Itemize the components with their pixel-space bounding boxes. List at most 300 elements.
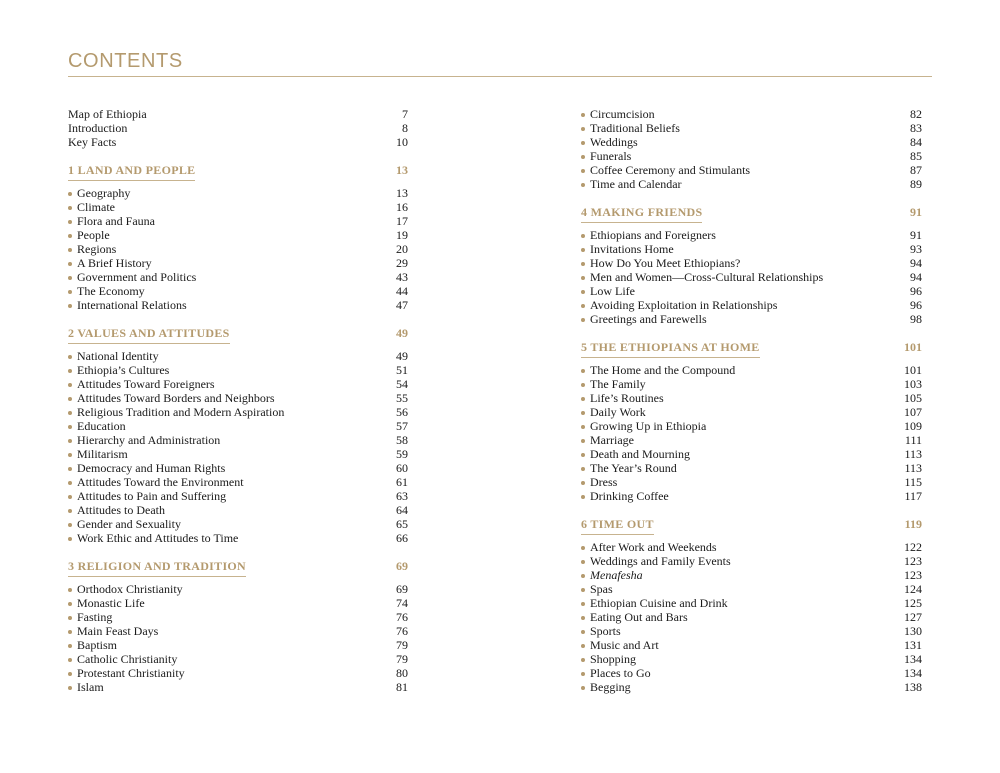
toc-entry-text: People [77, 228, 110, 242]
toc-left-column [68, 107, 408, 694]
toc-entry[interactable] [581, 596, 922, 610]
bullet-icon [581, 169, 585, 173]
toc-entry-page: 10 [396, 135, 408, 149]
toc-entry-label [68, 596, 145, 610]
bullet-icon [68, 304, 72, 308]
toc-entry-label [581, 568, 643, 582]
toc-entry-page: 98 [910, 312, 922, 326]
toc-entry-page: 7 [402, 107, 408, 121]
toc-entry-text: Flora and Fauna [77, 214, 155, 228]
toc-entry-label [68, 200, 115, 214]
toc-entry-text: Traditional Beliefs [590, 121, 680, 135]
toc-entry[interactable] [68, 349, 408, 363]
toc-entry[interactable] [68, 405, 408, 419]
toc-entry[interactable] [68, 582, 408, 596]
page-title: CONTENTS [68, 50, 183, 72]
toc-entry-text: Circumcision [590, 107, 655, 121]
bullet-icon [68, 630, 72, 634]
toc-entry-text: Weddings [590, 135, 638, 149]
toc-entry-label [581, 135, 638, 149]
toc-entry-page: 69 [396, 582, 408, 596]
toc-entry-text: The Family [590, 377, 646, 391]
section-gap [581, 326, 922, 340]
toc-entry-page: 84 [910, 135, 922, 149]
toc-entry[interactable] [68, 391, 408, 405]
toc-entry-label [581, 298, 777, 312]
bullet-icon [68, 495, 72, 499]
toc-entry-text: Music and Art [590, 638, 659, 652]
toc-entry-label [581, 163, 750, 177]
bullet-icon [68, 369, 72, 373]
toc-entry-page: 134 [904, 666, 922, 680]
toc-entry-page: 117 [904, 489, 922, 503]
toc-entry-label [68, 228, 110, 242]
toc-entry[interactable] [581, 680, 922, 694]
toc-entry[interactable] [68, 596, 408, 610]
bullet-icon [581, 467, 585, 471]
toc-entry-page: 85 [910, 149, 922, 163]
toc-entry-label [68, 419, 126, 433]
toc-entry-page: 29 [396, 256, 408, 270]
toc-entry[interactable] [581, 638, 922, 652]
toc-entry-text: Catholic Christianity [77, 652, 178, 666]
chapter-page: 119 [904, 517, 922, 531]
toc-entry[interactable] [68, 377, 408, 391]
bullet-icon [68, 467, 72, 471]
toc-entry-label [68, 531, 238, 545]
chapter-page: 91 [910, 205, 922, 219]
toc-entry[interactable] [68, 214, 408, 228]
toc-entry-label [68, 186, 130, 200]
toc-entry[interactable] [581, 433, 922, 447]
toc-entry[interactable] [581, 107, 922, 121]
bullet-icon [68, 644, 72, 648]
toc-entry-label [68, 680, 104, 694]
toc-entry-text: Gender and Sexuality [77, 517, 181, 531]
bullet-icon [68, 537, 72, 541]
toc-entry-text: Eating Out and Bars [590, 610, 688, 624]
toc-entry[interactable] [68, 242, 408, 256]
toc-entry-page: 54 [396, 377, 408, 391]
toc-entry-text: Life’s Routines [590, 391, 664, 405]
bullet-icon [581, 686, 585, 690]
toc-entry-page: 79 [396, 638, 408, 652]
toc-entry-page: 59 [396, 447, 408, 461]
toc-entry[interactable] [581, 284, 922, 298]
bullet-icon [581, 411, 585, 415]
toc-entry[interactable] [581, 149, 922, 163]
bullet-icon [68, 248, 72, 252]
toc-entry-page: 8 [402, 121, 408, 135]
toc-entry[interactable] [581, 242, 922, 256]
chapter-page: 69 [396, 559, 408, 573]
bullet-icon [581, 672, 585, 676]
toc-entry-label [581, 475, 617, 489]
toc-entry-page: 20 [396, 242, 408, 256]
toc-entry[interactable] [581, 270, 922, 284]
toc-entry-text: Climate [77, 200, 115, 214]
toc-entry-text: Islam [77, 680, 104, 694]
bullet-icon [581, 425, 585, 429]
toc-entry-page: 16 [396, 200, 408, 214]
toc-entry[interactable] [68, 503, 408, 517]
section-gap [68, 545, 408, 559]
toc-entry-text: Education [77, 419, 126, 433]
bullet-icon [68, 602, 72, 606]
bullet-icon [581, 155, 585, 159]
toc-entry-text: How Do You Meet Ethiopians? [590, 256, 741, 270]
toc-entry-page: 76 [396, 624, 408, 638]
bullet-icon [68, 383, 72, 387]
toc-entry-text: Work Ethic and Attitudes to Time [77, 531, 239, 545]
toc-entry[interactable] [68, 638, 408, 652]
toc-entry-page: 113 [904, 447, 922, 461]
chapter-title: 4 MAKING FRIENDS [581, 205, 702, 223]
bullet-icon [68, 523, 72, 527]
toc-entry-text: Coffee Ceremony and Stimulants [590, 163, 751, 177]
toc-entry-page: 19 [396, 228, 408, 242]
toc-entry-text: Time and Calendar [590, 177, 682, 191]
toc-entry-page: 124 [904, 582, 922, 596]
toc-entry[interactable] [68, 447, 408, 461]
toc-entry-text: Ethiopian Cuisine and Drink [590, 596, 728, 610]
toc-entry[interactable] [68, 517, 408, 531]
toc-entry-text: Growing Up in Ethiopia [590, 419, 707, 433]
toc-entry-label [68, 610, 112, 624]
toc-entry-text: The Home and the Compound [590, 363, 736, 377]
toc-entry-label [68, 349, 159, 363]
toc-entry[interactable] [581, 298, 922, 312]
toc-entry-label [68, 135, 116, 149]
toc-entry-text: Orthodox Christianity [77, 582, 183, 596]
toc-entry-text: Baptism [77, 638, 118, 652]
toc-entry-text: Daily Work [590, 405, 646, 419]
toc-entry-text: Funerals [590, 149, 632, 163]
toc-entry-page: 63 [396, 489, 408, 503]
bullet-icon [581, 495, 585, 499]
bullet-icon [68, 220, 72, 224]
toc-entry-label [68, 503, 165, 517]
toc-entry-page: 101 [904, 363, 922, 377]
toc-entry-text: Attitudes to Death [77, 503, 165, 517]
toc-entry-page: 82 [910, 107, 922, 121]
bullet-icon [581, 658, 585, 662]
toc-entry-page: 138 [904, 680, 922, 694]
toc-entry[interactable] [68, 652, 408, 666]
toc-entry[interactable] [581, 624, 922, 638]
toc-entry-text: Weddings and Family Events [590, 554, 731, 568]
toc-entry[interactable] [581, 666, 922, 680]
toc-entry-text: Protestant Christianity [77, 666, 185, 680]
toc-entry[interactable] [68, 228, 408, 242]
bullet-icon [68, 355, 72, 359]
toc-entry-page: 60 [396, 461, 408, 475]
toc-entry-text: Death and Mourning [590, 447, 690, 461]
toc-entry[interactable] [581, 489, 922, 503]
toc-entry-label [581, 554, 731, 568]
toc-entry-text: Ethiopians and Foreigners [590, 228, 716, 242]
bullet-icon [581, 141, 585, 145]
toc-entry-label [581, 391, 664, 405]
toc-entry[interactable] [581, 554, 922, 568]
chapter-heading[interactable] [581, 340, 922, 363]
toc-entry-page: 81 [396, 680, 408, 694]
toc-entry-page: 94 [910, 270, 922, 284]
bullet-icon [581, 248, 585, 252]
section-gap [68, 312, 408, 326]
bullet-icon [68, 588, 72, 592]
toc-entry[interactable] [68, 433, 408, 447]
toc-entry[interactable] [581, 163, 922, 177]
toc-entry-page: 115 [904, 475, 922, 489]
bullet-icon [581, 262, 585, 266]
toc-entry[interactable] [581, 568, 922, 582]
toc-entry-page: 134 [904, 652, 922, 666]
toc-entry-page: 122 [904, 540, 922, 554]
toc-entry-page: 131 [904, 638, 922, 652]
toc-entry-text: Attitudes Toward the Environment [77, 475, 244, 489]
toc-entry-label [581, 582, 613, 596]
toc-entry-label [581, 405, 646, 419]
toc-entry[interactable] [68, 107, 408, 121]
bullet-icon [581, 397, 585, 401]
toc-entry-label [68, 652, 177, 666]
toc-entry-label [581, 228, 716, 242]
bullet-icon [581, 318, 585, 322]
toc-entry-text: Militarism [77, 447, 128, 461]
toc-entry-text: Regions [77, 242, 117, 256]
toc-entry-label [68, 363, 169, 377]
toc-entry-text: Sports [590, 624, 621, 638]
toc-entry[interactable] [581, 475, 922, 489]
toc-entry-page: 43 [396, 270, 408, 284]
toc-entry[interactable] [581, 447, 922, 461]
toc-entry-text: Avoiding Exploitation in Relationships [590, 298, 778, 312]
toc-entry[interactable] [581, 540, 922, 554]
chapter-heading[interactable] [68, 326, 408, 349]
toc-entry[interactable] [68, 531, 408, 545]
toc-entry-label [581, 596, 728, 610]
toc-entry-page: 107 [904, 405, 922, 419]
toc-entry-text: Invitations Home [590, 242, 674, 256]
toc-entry-label [581, 284, 635, 298]
toc-entry-label [68, 517, 181, 531]
chapter-title: 1 LAND AND PEOPLE [68, 163, 195, 181]
toc-entry-page: 65 [396, 517, 408, 531]
toc-entry-text: Low Life [590, 284, 635, 298]
toc-entry-label [68, 270, 196, 284]
toc-entry[interactable] [581, 135, 922, 149]
toc-entry-page: 76 [396, 610, 408, 624]
toc-entry[interactable] [581, 228, 922, 242]
bullet-icon [68, 276, 72, 280]
toc-entry-page: 80 [396, 666, 408, 680]
toc-entry[interactable] [68, 200, 408, 214]
toc-entry[interactable] [581, 177, 922, 191]
bullet-icon [581, 127, 585, 131]
toc-entry-page: 93 [910, 242, 922, 256]
bullet-icon [68, 616, 72, 620]
toc-entry[interactable] [68, 610, 408, 624]
toc-entry[interactable] [68, 121, 408, 135]
bullet-icon [68, 672, 72, 676]
bullet-icon [68, 686, 72, 690]
toc-entry-page: 47 [396, 298, 408, 312]
toc-entry-page: 113 [904, 461, 922, 475]
toc-entry[interactable] [68, 284, 408, 298]
toc-entry-label [68, 214, 155, 228]
toc-entry-text: National Identity [77, 349, 159, 363]
chapter-heading[interactable] [68, 163, 408, 186]
toc-entry[interactable] [68, 666, 408, 680]
toc-entry[interactable] [581, 582, 922, 596]
bullet-icon [581, 234, 585, 238]
toc-entry-label [581, 149, 631, 163]
toc-entry-page: 89 [910, 177, 922, 191]
toc-entry-text: Monastic Life [77, 596, 145, 610]
toc-entry-label [68, 121, 127, 135]
toc-entry-page: 127 [904, 610, 922, 624]
toc-entry-page: 44 [396, 284, 408, 298]
toc-entry[interactable] [581, 405, 922, 419]
toc-entry-label [68, 638, 117, 652]
section-gap [68, 149, 408, 163]
toc-entry-text: Main Feast Days [77, 624, 159, 638]
bullet-icon [581, 546, 585, 550]
toc-entry-text: Men and Women—Cross-Cultural Relationships [590, 270, 824, 284]
toc-entry-label [581, 377, 646, 391]
toc-entry-text: Key Facts [68, 135, 117, 149]
toc-entry-text: After Work and Weekends [590, 540, 717, 554]
toc-entry-text: The Year’s Round [590, 461, 677, 475]
toc-entry-page: 64 [396, 503, 408, 517]
chapter-heading[interactable] [581, 517, 922, 540]
toc-entry-text: The Economy [77, 284, 145, 298]
toc-entry-label [581, 652, 636, 666]
toc-entry-label [68, 298, 187, 312]
toc-entry[interactable] [581, 652, 922, 666]
toc-entry[interactable] [581, 312, 922, 326]
toc-entry-text: Religious Tradition and Modern Aspiration [77, 405, 285, 419]
toc-entry[interactable] [68, 461, 408, 475]
bullet-icon [581, 574, 585, 578]
bullet-icon [581, 113, 585, 117]
toc-entry-label [68, 242, 116, 256]
chapter-heading[interactable] [581, 205, 922, 228]
toc-entry-page: 91 [910, 228, 922, 242]
toc-entry-text: Attitudes Toward Foreigners [77, 377, 215, 391]
toc-entry[interactable] [68, 298, 408, 312]
toc-entry[interactable] [581, 419, 922, 433]
toc-entry-text: Attitudes to Pain and Suffering [77, 489, 227, 503]
toc-entry[interactable] [68, 270, 408, 284]
bullet-icon [68, 411, 72, 415]
toc-entry-page: 123 [904, 554, 922, 568]
toc-entry-page: 66 [396, 531, 408, 545]
toc-entry-page: 57 [396, 419, 408, 433]
toc-entry[interactable] [581, 610, 922, 624]
toc-entry[interactable] [68, 489, 408, 503]
toc-entry-label [581, 177, 682, 191]
toc-entry[interactable] [581, 461, 922, 475]
toc-entry-label [68, 405, 284, 419]
toc-entry-label [581, 489, 669, 503]
chapter-heading[interactable] [68, 559, 408, 582]
toc-entry[interactable] [68, 419, 408, 433]
toc-right-column [581, 107, 922, 694]
toc-entry-label [581, 270, 823, 284]
chapter-title: 2 VALUES AND ATTITUDES [68, 326, 230, 344]
toc-entry[interactable] [581, 363, 922, 377]
toc-entry-page: 96 [910, 284, 922, 298]
toc-entry-label [581, 666, 651, 680]
toc-entry-label [581, 638, 659, 652]
toc-entry[interactable] [581, 377, 922, 391]
bullet-icon [581, 276, 585, 280]
chapter-title: 3 RELIGION AND TRADITION [68, 559, 246, 577]
toc-entry-label [68, 461, 225, 475]
toc-entry[interactable] [68, 186, 408, 200]
chapter-page: 101 [904, 340, 922, 354]
toc-entry-label [581, 447, 690, 461]
bullet-icon [581, 290, 585, 294]
toc-entry-label [581, 624, 621, 638]
bullet-icon [68, 425, 72, 429]
bullet-icon [68, 397, 72, 401]
toc-entry-label [581, 363, 735, 377]
toc-entry-text: Spas [590, 582, 613, 596]
toc-entry[interactable] [68, 624, 408, 638]
chapter-title: 6 TIME OUT [581, 517, 654, 535]
toc-entry[interactable] [68, 135, 408, 149]
toc-entry-label [68, 377, 215, 391]
chapter-title: 5 THE ETHIOPIANS AT HOME [581, 340, 760, 358]
section-gap [581, 503, 922, 517]
toc-entry-text: A Brief History [77, 256, 152, 270]
bullet-icon [581, 481, 585, 485]
toc-entry[interactable] [581, 391, 922, 405]
toc-entry-page: 55 [396, 391, 408, 405]
toc-entry-label [68, 489, 226, 503]
toc-entry-label [581, 256, 740, 270]
toc-entry[interactable] [581, 256, 922, 270]
toc-entry-label [581, 107, 655, 121]
bullet-icon [581, 183, 585, 187]
toc-entry[interactable] [68, 256, 408, 270]
toc-entry-page: 17 [396, 214, 408, 228]
bullet-icon [581, 369, 585, 373]
toc-entry-text: Map of Ethiopia [68, 107, 147, 121]
toc-entry-label [68, 475, 244, 489]
toc-entry[interactable] [68, 680, 408, 694]
toc-entry-label [581, 312, 707, 326]
toc-entry-label [68, 391, 275, 405]
toc-entry[interactable] [68, 363, 408, 377]
toc-entry-text: Government and Politics [77, 270, 197, 284]
toc-entry-text: Dress [590, 475, 618, 489]
toc-entry-text: Attitudes Toward Borders and Neighbors [77, 391, 275, 405]
toc-entry-text: Marriage [590, 433, 634, 447]
toc-entry-label [68, 624, 158, 638]
toc-entry-text: Fasting [77, 610, 113, 624]
toc-entry[interactable] [68, 475, 408, 489]
toc-entry-text: Democracy and Human Rights [77, 461, 226, 475]
toc-entry-text: Drinking Coffee [590, 489, 669, 503]
chapter-page: 49 [396, 326, 408, 340]
toc-entry-text: Geography [77, 186, 131, 200]
toc-entry[interactable] [581, 121, 922, 135]
bullet-icon [68, 192, 72, 196]
